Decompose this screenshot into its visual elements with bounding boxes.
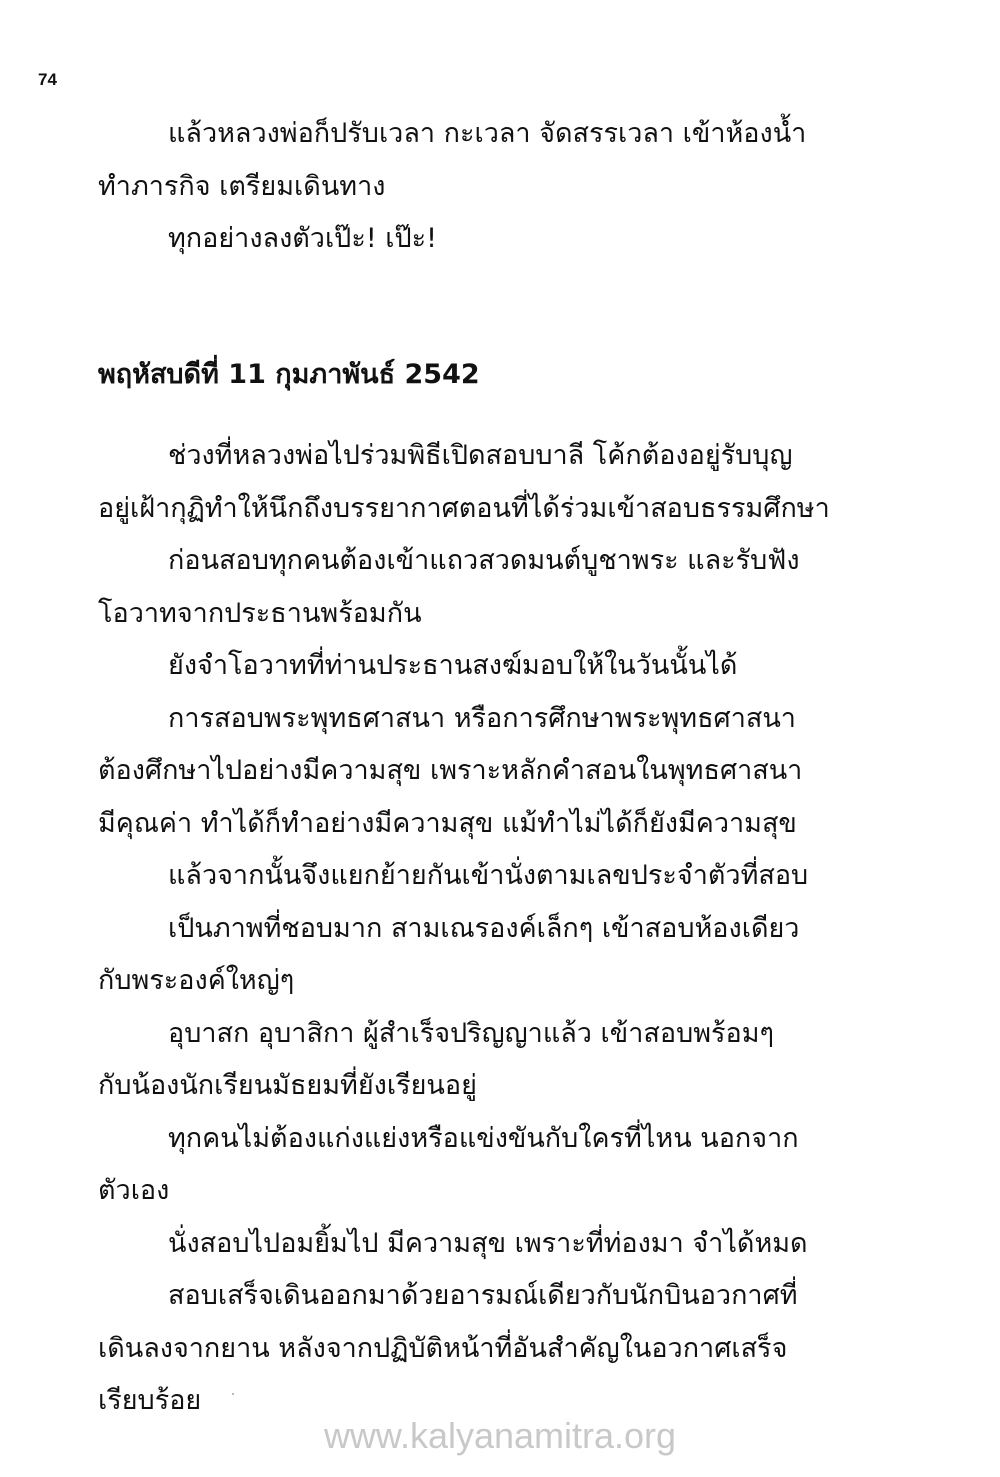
- page-number: 74: [38, 70, 57, 89]
- scan-speck: [232, 1393, 234, 1395]
- text-line: การสอบพระพุทธศาสนา หรือการศึกษาพระพุทธศาสนา: [168, 702, 796, 734]
- text-line: ตัวเอง: [98, 1175, 170, 1206]
- body-text: [98, 430, 838, 1428]
- text-line: ยังจำโอวาทที่ท่านประธานสงฆ์มอบให้ในวันนั้นได้: [168, 650, 738, 681]
- text-line: กับน้องนักเรียนมัธยมที่ยังเรียนอยู่: [98, 1070, 477, 1101]
- text-line: กับพระองค์ใหญ่ๆ: [98, 965, 295, 996]
- text-line: สอบเสร็จเดินออกมาด้วยอารมณ์เดียวกับนักบินอวกาศที่: [168, 1280, 798, 1311]
- text-line: มีคุณค่า ทำได้ก็ทำอย่างมีความสุข แม้ทำไม่ได้ก็ยังมีความสุข: [98, 807, 797, 839]
- text-line: อุบาสก อุบาสิกา ผู้สำเร็จปริญญาแล้ว เข้าสอบพร้อมๆ: [168, 1017, 775, 1049]
- text-line: เรียบร้อย: [98, 1385, 202, 1416]
- text-line: เดินลงจากยาน หลังจากปฏิบัติหน้าที่อันสำคัญในอวกาศเสร็จ: [98, 1332, 788, 1364]
- text-line: เป็นภาพที่ชอบมาก สามเณรองค์เล็กๆ เข้าสอบห้องเดียว: [168, 912, 800, 944]
- text-line: โอวาทจากประธานพร้อมกัน: [98, 597, 422, 629]
- text-line: ทุกคนไม่ต้องแก่งแย่งหรือแข่งขันกับใครที่ไหน นอกจาก: [168, 1122, 799, 1154]
- text-line: ช่วงที่หลวงพ่อไปร่วมพิธีเปิดสอบบาลี โค้กต้องอยู่รับบุญ: [168, 440, 793, 471]
- section-heading: พฤหัสบดีที่ 11 กุมภาพันธ์ 2542: [98, 359, 480, 390]
- text-line: แล้วจากนั้นจึงแยกย้ายกันเข้านั่งตามเลขประจำตัวที่สอบ: [168, 860, 809, 891]
- text-line: ทำภารกิจ เตรียมเดินทาง: [98, 170, 386, 202]
- text-line: แล้วหลวงพ่อก็ปรับเวลา กะเวลา จัดสรรเวลา เข้าห้องน้ำ: [168, 118, 807, 149]
- text-line: ต้องศึกษาไปอย่างมีความสุข เพราะหลักคำสอนในพุทธศาสนา: [98, 755, 803, 786]
- watermark: www.kalyanamitra.org: [323, 1415, 677, 1456]
- intro-paragraph: [98, 108, 838, 266]
- text-line: อยู่เฝ้ากุฏิทำให้นึกถึงบรรยากาศตอนที่ได้ร่วมเข้าสอบธรรมศึกษา: [98, 492, 830, 524]
- text-line: ก่อนสอบทุกคนต้องเข้าแถวสวดมนต์บูชาพระ และรับฟัง: [168, 545, 800, 576]
- text-line: นั่งสอบไปอมยิ้มไป มีความสุข เพราะที่ท่องมา จำได้หมด: [168, 1227, 808, 1259]
- text-line: ทุกอย่างลงตัวเป๊ะ! เป๊ะ!: [168, 223, 437, 254]
